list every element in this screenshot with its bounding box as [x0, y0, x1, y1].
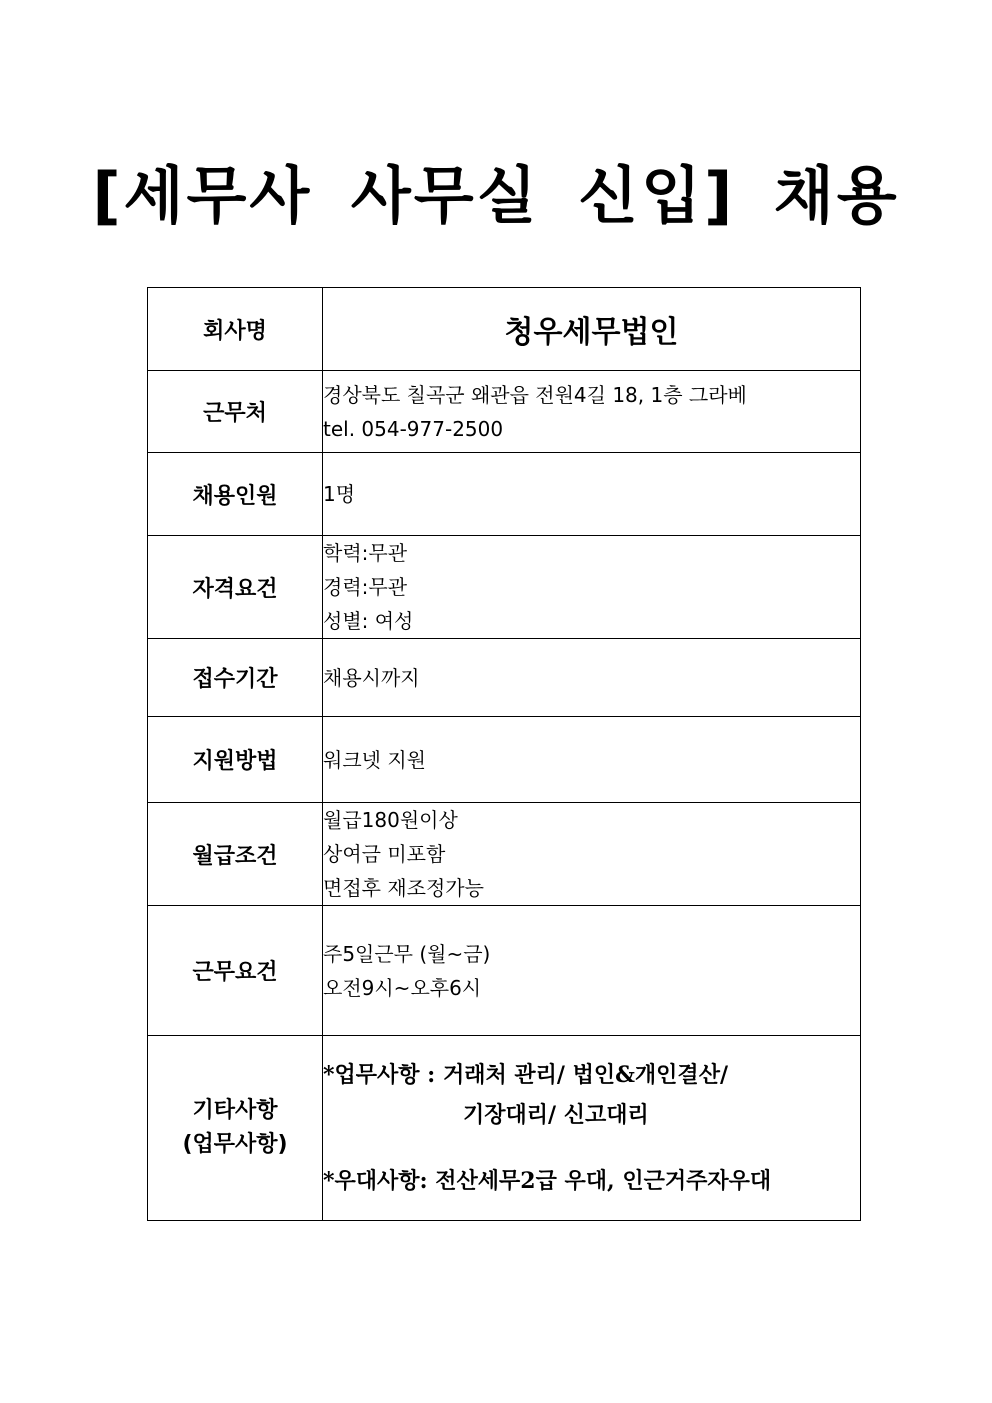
table-row-salary: [148, 803, 861, 906]
conditions-hours: 오전9시~오후6시: [323, 975, 482, 1000]
salary-base: 월급180원이상: [323, 808, 458, 832]
label-etc-sub: (업무사항): [182, 1132, 288, 1157]
label-company: 회사명: [148, 288, 323, 371]
table-row-headcount: [148, 453, 861, 536]
company-name: 청우세무법인: [504, 315, 679, 350]
spacer: [323, 1135, 860, 1161]
method-value: 워크넷 지원: [323, 747, 426, 772]
qualification-education: 학력:무관: [323, 541, 408, 565]
headcount-value: 1명: [323, 482, 356, 506]
label-salary: 월급조건: [148, 803, 323, 906]
salary-adjust: 면접후 재조정가능: [323, 876, 484, 900]
qualification-gender: 성별: 여성: [323, 609, 414, 633]
table-row-workplace: [148, 371, 861, 453]
label-conditions: 근무요건: [148, 906, 323, 1036]
workplace-address: 경상북도 칠곡군 왜관읍 전원4길 18, 1층 그라베: [323, 382, 747, 407]
page-title: [세무사 사무실 신입] 채용: [92, 159, 900, 232]
label-method: 지원방법: [148, 717, 323, 803]
duties-line-1: *업무사항 : 거래처 관리/ 법인&개인결산/: [323, 1062, 728, 1088]
label-etc: 기타사항: [192, 1098, 278, 1123]
preference-line: *우대사항: 전산세무2급 우대, 인근거주자우대: [323, 1168, 772, 1194]
label-period: 접수기간: [148, 639, 323, 717]
period-value: 채용시까지: [323, 665, 420, 690]
label-headcount: 채용인원: [148, 453, 323, 536]
job-posting-table: [147, 287, 861, 1221]
label-workplace: 근무처: [148, 371, 323, 453]
duties-line-2: 기장대리/ 신고대리: [463, 1102, 649, 1128]
salary-bonus: 상여금 미포함: [323, 842, 446, 866]
table-row-etc: [148, 1036, 861, 1221]
conditions-days: 주5일근무 (월~금): [323, 941, 491, 966]
qualification-experience: 경력:무관: [323, 575, 408, 599]
table-row-conditions: [148, 906, 861, 1036]
table-row-company: [148, 288, 861, 371]
workplace-phone: tel. 054-977-2500: [323, 416, 504, 441]
table-row-period: [148, 639, 861, 717]
table-row-qualification: [148, 536, 861, 639]
label-qualification: 자격요건: [148, 536, 323, 639]
table-row-method: [148, 717, 861, 803]
